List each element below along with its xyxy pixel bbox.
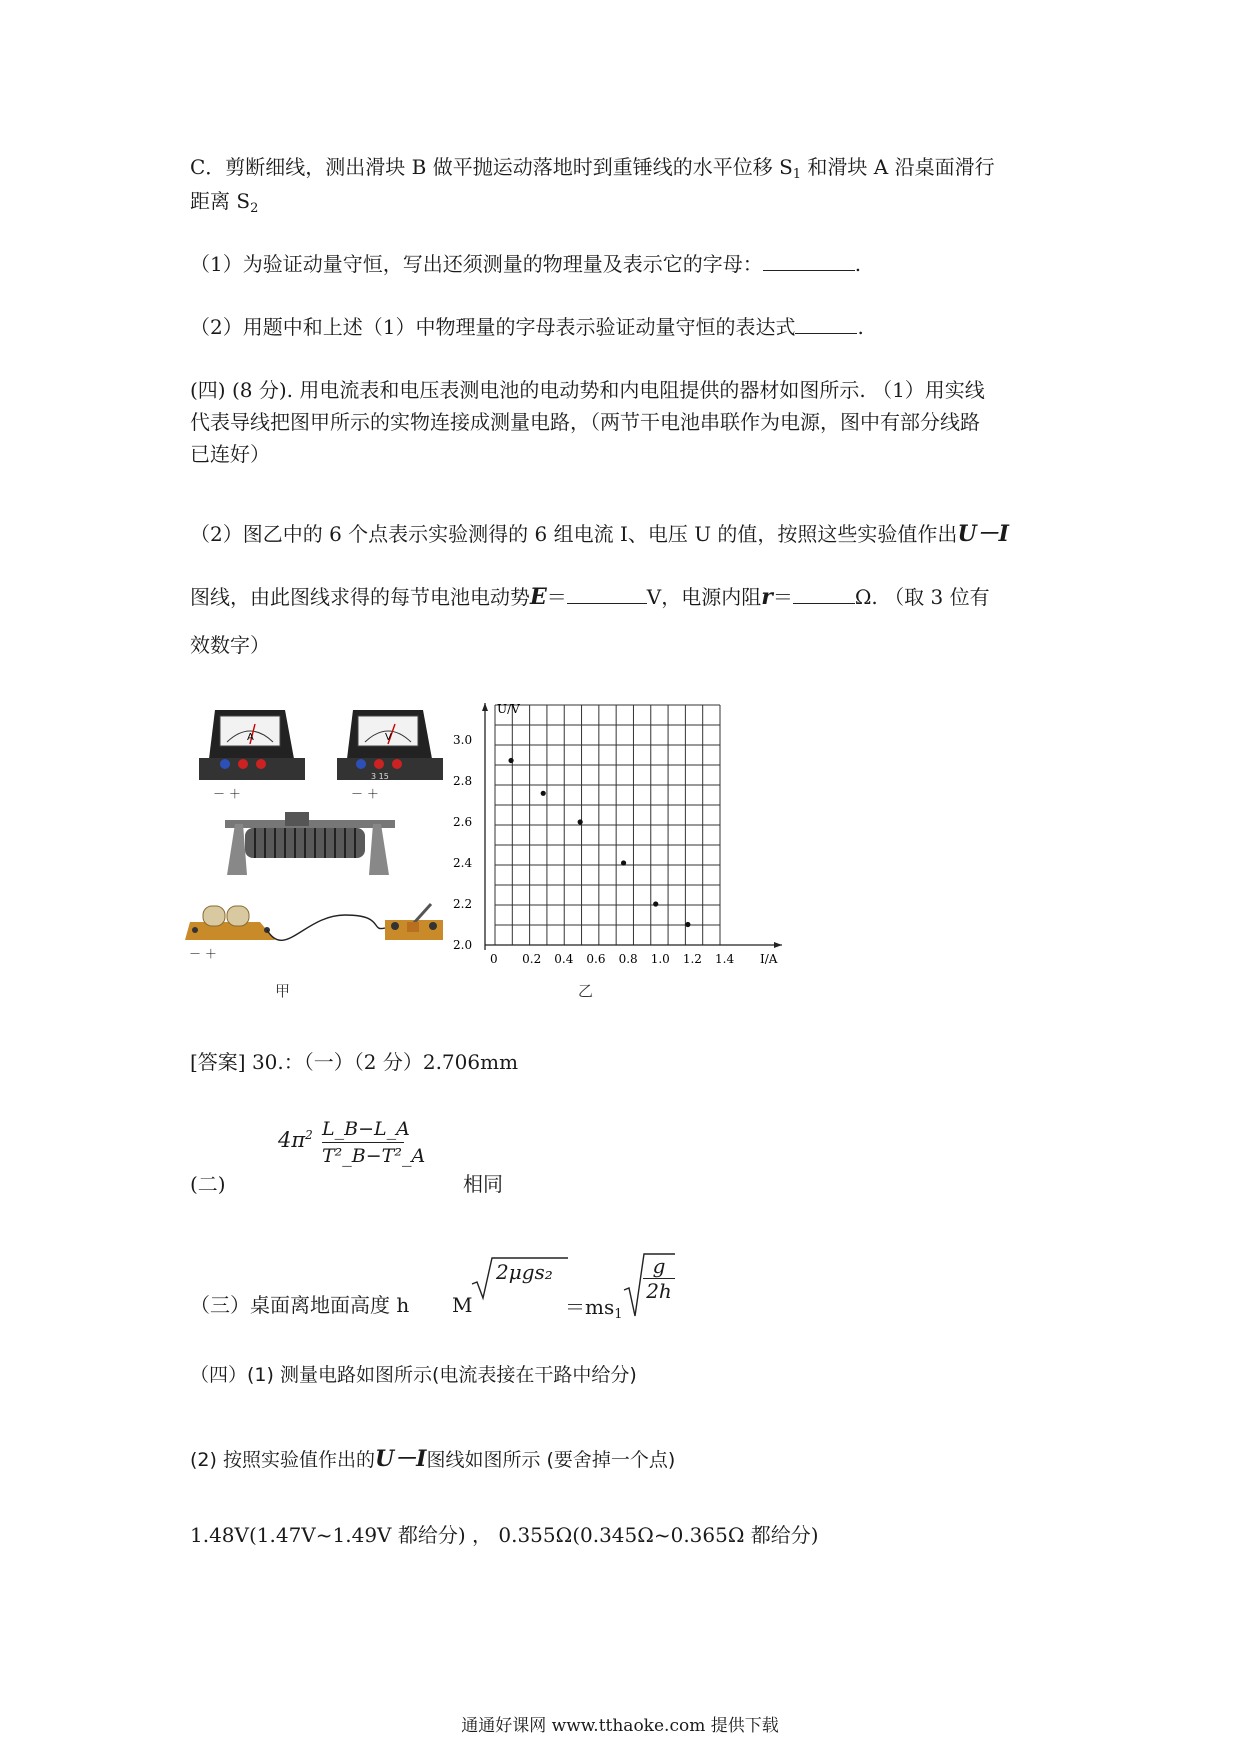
resistance-blank [793,581,855,604]
x-tick-label: 0.8 [618,952,638,966]
y-axis-label: U/V [497,702,520,716]
svg-text:－ ＋: － ＋ [189,947,217,961]
answer-part3-label: （三）桌面离地面高度 h [190,1293,410,1317]
svg-text:A: A [247,732,254,743]
y-tick-label: 2.4 [453,856,473,870]
answer-blank [763,248,855,271]
y-tick-label: 3.0 [453,733,473,747]
figure-label-jia: 甲 [275,982,291,1000]
answer-blank [795,311,857,334]
connecting-wire [267,915,385,940]
y-axis-arrow [482,703,488,711]
emf-blank [567,581,647,604]
answer-part4-1: （四）(1) 测量电路如图所示(电流表接在干路中给分) [190,1364,637,1386]
y-tick-label: 2.6 [453,815,473,829]
answer-part2-same: 相同 [463,1172,503,1196]
x-tick-label: 0.4 [554,952,574,966]
switch-icon [385,904,443,940]
part4-line3: 已连好） [190,442,270,466]
ui-scatter-chart [455,695,835,985]
part4b-line1: （2）图乙中的 6 个点表示实验测得的 6 组电流 I、电压 U 的值，按照这些实验值作出U－I [190,521,1009,547]
answer-part4-2: (2) 按照实验值作出的U－I图线如图所示 (要舍掉一个点) [190,1446,676,1472]
x-tick-label: 1.4 [715,952,735,966]
part4b-line2: 图线，由此图线求得的每节电池电动势E＝ V，电源内阻r＝ Ω. （取 3 位有 [190,580,990,614]
svg-text:－ ＋: － ＋ [213,787,241,801]
formula-radicand: 2μgs₂ [496,1260,553,1284]
answer-part3-eq: $=ms_1$ [565,1295,623,1322]
question-1: （1）为验证动量守恒，写出还须测量的物理量及表示它的字母： . [190,247,861,281]
paragraph-c-line1: C．剪断细线，测出滑块 B 做平抛运动落地时到重锤线的水平位移 $S_1$ 和滑块 A 沿桌面滑行 [190,155,995,182]
x-tick-label: 1.2 [682,952,702,966]
part4-line2: 代表导线把图甲所示的实物连接成测量电路，（两节干电池串联作为电源，图中有部分线路 [190,410,980,434]
data-point [508,758,513,763]
answer-part3-M: M [452,1293,473,1317]
formula-fraction: g 2h [643,1254,675,1303]
data-point [578,819,583,824]
part4-line1: (四) (8 分). 用电流表和电压表测电池的电动势和内电阻提供的器材如图所示. （1）用实线 [190,378,985,402]
y-tick-label: 2.2 [453,897,473,911]
data-point [685,922,690,927]
svg-text:V: V [385,732,392,743]
svg-text:3 15: 3 15 [371,772,389,781]
answer-part2-label: (二) [190,1172,226,1196]
answer-values: 1.48V(1.47V~1.49V 都给分) ， 0.355Ω(0.345Ω~0.365Ω 都给分) [190,1523,819,1547]
data-point [621,860,626,865]
x-tick-label: 0.2 [522,952,542,966]
voltmeter-icon [337,710,443,801]
x-tick-label: 0.6 [586,952,606,966]
svg-text:－ ＋: － ＋ [351,787,379,801]
part4b-line3: 效数字） [190,633,270,657]
apparatus-figure [185,700,455,960]
x-tick-label: 0 [490,952,498,966]
battery-icon [185,906,275,961]
y-tick-label: 2.8 [453,774,473,788]
x-tick-label: 1.0 [650,952,670,966]
rheostat-icon [225,812,395,875]
question-2: （2）用题中和上述（1）中物理量的字母表示验证动量守恒的表达式 . [190,310,864,344]
data-point [541,791,546,796]
formula-coefficient: $4\pi^2$ [278,1128,313,1152]
answer-part1: [答案] 30.：（一）（2 分）2.706mm [190,1050,519,1074]
paragraph-c-line2: 距离 $S_2$ [190,189,259,216]
y-tick-label: 2.0 [453,938,473,952]
x-axis-label: I/A [760,952,778,966]
x-axis-arrow [774,942,782,948]
figure-label-yi: 乙 [578,982,594,1000]
page-footer: 通通好课网 www.tthaoke.com 提供下载 [461,1716,779,1736]
data-point [653,901,658,906]
ammeter-icon [199,710,305,801]
formula-fraction: L_B−L_A T²_B−T²_A [322,1118,426,1167]
